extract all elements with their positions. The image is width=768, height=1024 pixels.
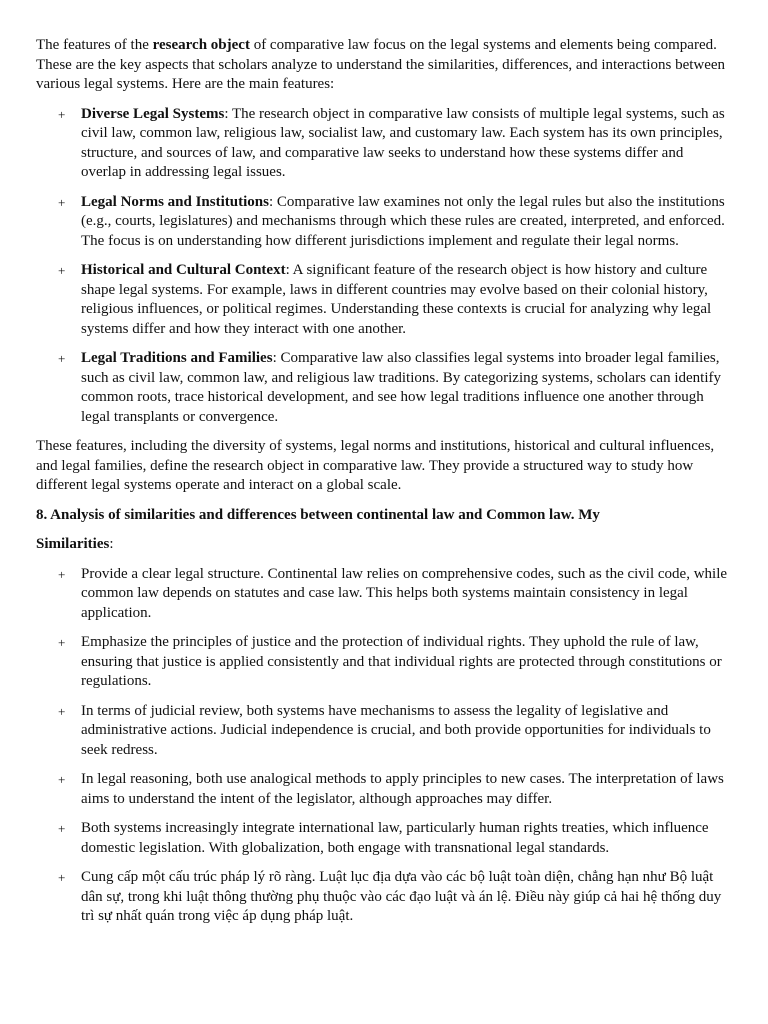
list-item bbox=[36, 633, 732, 692]
summary-paragraph: These features, including the diversity of systems, legal norms and institutions, historical and cultural influences, and legal families, define the research object in comparative law. They provide a structured way to study how different legal systems operate and interact on a global scale. bbox=[36, 438, 715, 493]
list-item bbox=[36, 261, 732, 339]
similarity-text: Emphasize the principles of justice and the protection of individual rights. They uphold the rule of law, ensuring that justice is applied consistently and that individual rights are protected through constitutions or regulations. bbox=[81, 634, 722, 689]
plus-marker-icon: + bbox=[58, 635, 66, 650]
similarities-list bbox=[36, 565, 732, 927]
list-item bbox=[36, 868, 732, 927]
intro-prefix: The features of the bbox=[36, 37, 153, 53]
similarities-label: Similarities bbox=[36, 536, 110, 552]
similarities-colon: : bbox=[109, 536, 114, 552]
similarity-text: In terms of judicial review, both systems have mechanisms to assess the legality of legislative and administrative actions. Judicial independence is crucial, and both provide opportunities for individuals to seek redress. bbox=[81, 702, 711, 758]
intro-suffix: of comparative law focus on the legal systems and elements being compared. These are the key aspects that scholars analyze to understand the similarities, differences, and interactions between various legal systems. Here are the main features: bbox=[36, 37, 726, 92]
section-heading: 8. Analysis of similarities and differences between continental law and Common law. My bbox=[36, 506, 600, 523]
intro-paragraph bbox=[36, 36, 732, 95]
feature-text: : A significant feature of the research object is how history and culture shape legal systems. For example, laws in different countries may evolve based on their colonial history, religious influences, or political regimes. Understanding these contexts is crucial for analyzing why legal systems differ and how they interact with one another. bbox=[81, 262, 712, 337]
plus-marker-icon: + bbox=[58, 772, 66, 787]
list-item bbox=[36, 565, 732, 624]
plus-marker-icon: + bbox=[58, 351, 66, 366]
plus-marker-icon: + bbox=[58, 870, 66, 885]
similarity-text: Both systems increasingly integrate international law, particularly human rights treaties, which influence domestic legislation. With globalization, both engage with transnational legal standards. bbox=[81, 820, 709, 856]
feature-title: Historical and Cultural Context bbox=[81, 262, 286, 278]
list-item bbox=[36, 702, 732, 761]
document-page bbox=[36, 36, 732, 937]
intro-bold-term: research object bbox=[152, 37, 250, 53]
feature-title: Legal Traditions and Families bbox=[81, 350, 273, 366]
plus-marker-icon: + bbox=[58, 263, 66, 278]
list-item bbox=[36, 819, 732, 858]
plus-marker-icon: + bbox=[58, 821, 66, 836]
plus-marker-icon: + bbox=[58, 106, 66, 122]
feature-text: : Comparative law examines not only the legal rules but also the institutions (e.g., courts, legislatures) and mechanisms through which these rules are created, interpreted, and enforced. The focus is on understanding how different jurisdictions implement and regulate their legal norms. bbox=[81, 193, 725, 249]
feature-text: : The research object in comparative law consists of multiple legal systems, such as civil law, common law, religious law, socialist law, and customary law. Each system has its own principles, structure, and sources of law, and comparative law seeks to understand how these systems differ and overlap in addressing legal issues. bbox=[81, 105, 725, 180]
list-item bbox=[36, 105, 732, 183]
feature-title: Legal Norms and Institutions bbox=[81, 193, 269, 210]
similarity-text: In legal reasoning, both use analogical methods to apply principles to new cases. The interpretation of laws aims to understand the intent of the legislator, although approaches may differ. bbox=[81, 771, 724, 807]
feature-text: : Comparative law also classifies legal systems into broader legal families, such as civil law, common law, and religious law traditions. By categorizing systems, scholars can identify common roots, trace historical development, and see how legal traditions influence one another through legal transplants or convergence. bbox=[81, 350, 721, 425]
list-item bbox=[36, 193, 732, 252]
similarities-heading bbox=[36, 535, 732, 555]
similarity-text: Provide a clear legal structure. Continental law relies on comprehensive codes, such as the civil code, while common law depends on statutes and case law. This helps both systems maintain consistency in legal application. bbox=[81, 565, 728, 621]
similarity-text: Cung cấp một cấu trúc pháp lý rõ ràng. Luật lục địa dựa vào các bộ luật toàn diện, chẳng hạn như Bộ luật dân sự, trong khi luật thông thường phụ thuộc vào các đạo luật và án lệ. Điều này giúp cả hai hệ thống duy trì sự nhất quán trong việc áp dụng pháp luật. bbox=[81, 869, 722, 924]
plus-marker-icon: + bbox=[58, 194, 66, 210]
feature-title: Diverse Legal Systems bbox=[81, 105, 225, 122]
plus-marker-icon: + bbox=[58, 703, 66, 719]
list-item bbox=[36, 770, 732, 809]
list-item bbox=[36, 349, 732, 427]
features-list bbox=[36, 105, 732, 428]
plus-marker-icon: + bbox=[58, 566, 66, 582]
